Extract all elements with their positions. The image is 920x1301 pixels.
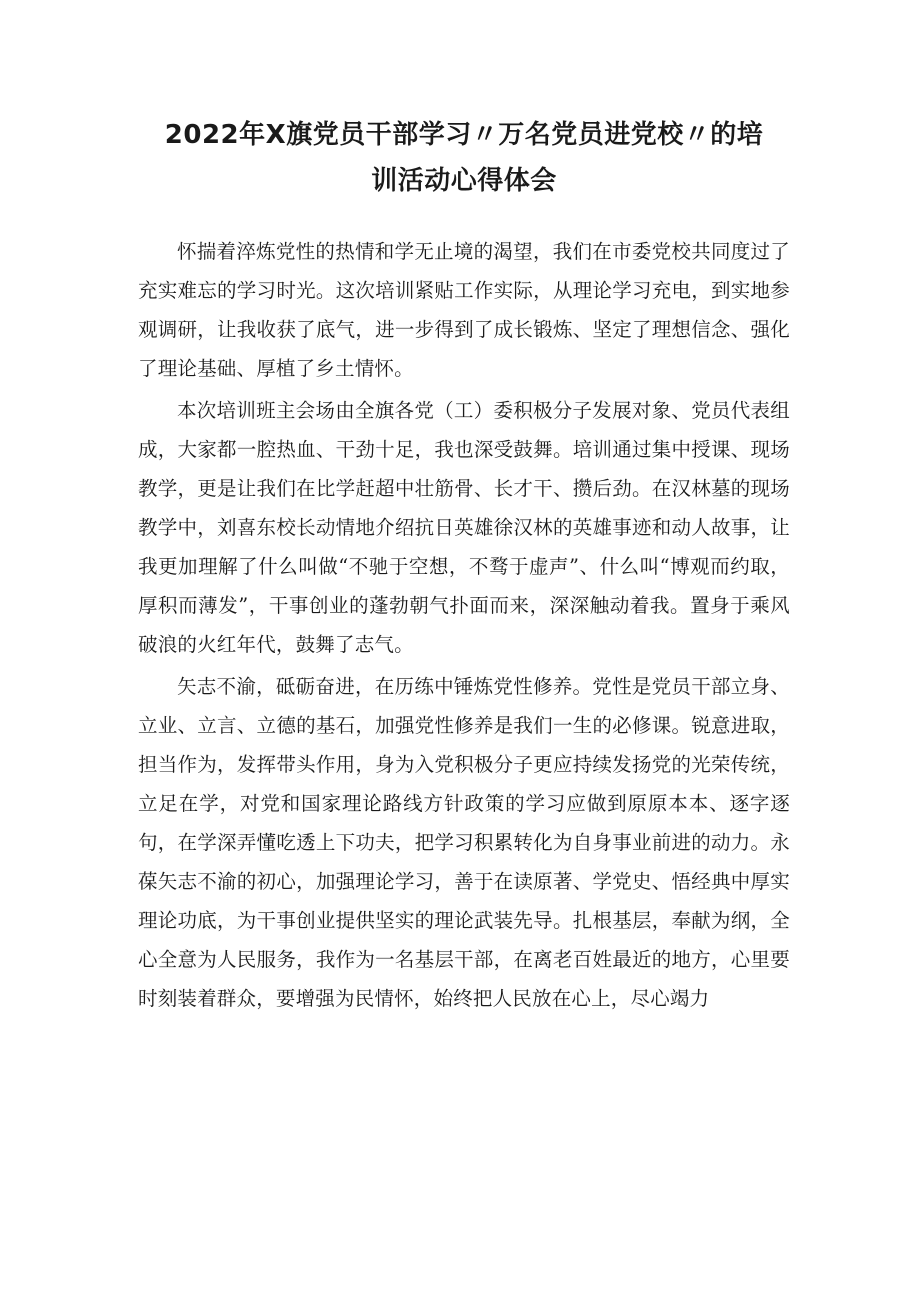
paragraph-2: 本次培训班主会场由全旗各党（工）委积极分子发展对象、党员代表组成，大家都一腔热血、干劲十足，我也深受鼓舞。培训通过集中授课、现场教学，更是让我们在比学赶超中壮筋骨、长才干、攒后劲。在汉林墓的现场教学中，刘喜东校长动情地介绍抗日英雄徐汉林的英雄事迹和动人故事，让我更加理解了什么叫做“不驰于空想，不骛于虚声”、什么叫“博观而约取，厚积而薄发”，干事创业的蓬勃朝气扑面而来，深深触动着我。置身于乘风破浪的火红年代，鼓舞了志气。 — [138, 399, 790, 656]
paragraph-3: 矢志不渝，砥砺奋进，在历练中锤炼党性修养。党性是党员干部立身、立业、立言、立德的基石，加强党性修养是我们一生的必修课。锐意进取，担当作为，发挥带头作用，身为入党积极分子更应持续发扬党的光荣传统，立足在学，对党和国家理论路线方针政策的学习应做到原原本本、逐字逐句，在学深弄懂吃透上下功夫，把学习积累转化为自身事业前进的动力。永葆矢志不渝的初心，加强理论学习，善于在读原著、学党史、悟经典中厚实理论功底，为干事创业提供坚实的理论武装先导。扎根基层，奉献为纲，全心全意为人民服务，我作为一名基层干部，在离老百姓最近的地方，心里要时刻装着群众，要增强为民情怀，始终把人民放在心上，尽心竭力 — [138, 675, 790, 1010]
title-line-2: 训活动心得体会 — [371, 166, 557, 196]
document-title — [138, 112, 790, 204]
paragraph-1: 怀揣着淬炼党性的热情和学无止境的渴望，我们在市委党校共同度过了充实难忘的学习时光。这次培训紧贴工作实际，从理论学习充电，到实地参观调研，让我收获了底气，进一步得到了成长锻炼、坚定了理想信念、强化了理论基础、厚植了乡土情怀。 — [138, 240, 790, 380]
title-line-1: 2022年X旗党员干部学习〃万名党员进党校〃的培 — [164, 120, 764, 150]
